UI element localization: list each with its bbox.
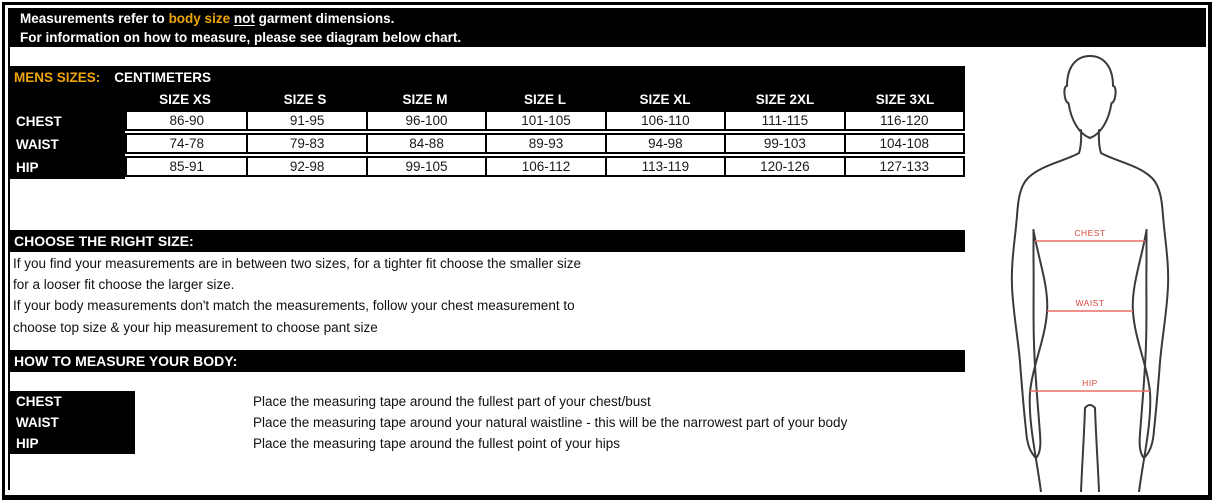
hip-l: 106-112 bbox=[485, 158, 604, 175]
hip-m: 99-105 bbox=[366, 158, 485, 175]
col-header-size-xs: SIZE XS bbox=[159, 91, 211, 107]
hip-measure-label: HIP bbox=[1082, 378, 1098, 388]
col-header-size-xl: SIZE XL bbox=[639, 91, 691, 107]
waist-s: 79-83 bbox=[246, 135, 365, 152]
body-outline-crotch bbox=[1085, 405, 1095, 408]
waist-xs: 74-78 bbox=[169, 136, 204, 151]
body-size-highlight: body size bbox=[168, 11, 231, 26]
mens-sizes-label: MENS SIZES: bbox=[14, 69, 101, 85]
chest-l: 101-105 bbox=[485, 112, 604, 129]
chest-m: 96-100 bbox=[366, 112, 485, 129]
table-title-band bbox=[8, 66, 965, 88]
body-measurement-diagram bbox=[985, 48, 1203, 492]
col-header-size-m: SIZE M bbox=[402, 91, 448, 107]
choose-size-heading: CHOOSE THE RIGHT SIZE: bbox=[8, 230, 965, 252]
table-row-hip bbox=[8, 156, 965, 179]
measure-label-box bbox=[8, 391, 135, 454]
hip-2xl: 120-126 bbox=[724, 158, 843, 175]
waist-3xl: 104-108 bbox=[844, 135, 963, 152]
choose-size-line: choose top size & your hip measurement to choose pant size bbox=[13, 319, 378, 335]
col-header-size-s: SIZE S bbox=[283, 91, 327, 107]
measure-text-waist: Place the measuring tape around your natural waistline - this will be the narrowest part of your body bbox=[253, 415, 848, 430]
row-label-waist: WAIST bbox=[8, 133, 125, 156]
hip-xs: 85-91 bbox=[169, 159, 204, 174]
table-row-waist bbox=[8, 133, 965, 156]
waist-m: 84-88 bbox=[366, 135, 485, 152]
table-row-chest bbox=[8, 110, 965, 133]
choose-size-line: If you find your measurements are in between two sizes, for a tighter fit choose the smaller size bbox=[13, 256, 582, 271]
measure-label-chest: CHEST bbox=[16, 394, 62, 409]
notice-line-2: For information on how to measure, please see diagram below chart. bbox=[20, 29, 462, 45]
chest-xs: 86-90 bbox=[169, 113, 204, 128]
choose-size-instructions bbox=[13, 253, 813, 338]
how-to-measure-heading: HOW TO MEASURE YOUR BODY: bbox=[8, 350, 965, 372]
measure-label-waist: WAIST bbox=[16, 415, 59, 430]
measure-text-hip: Place the measuring tape around the fullest point of your hips bbox=[253, 436, 620, 451]
body-outline-left-inner-leg bbox=[1081, 408, 1085, 492]
waist-2xl: 99-103 bbox=[724, 135, 843, 152]
chest-2xl: 111-115 bbox=[724, 112, 843, 129]
centimeters-label: CENTIMETERS bbox=[114, 69, 212, 85]
chest-values bbox=[125, 110, 965, 131]
choose-size-line: If your body measurements don't match the measurements, follow your chest measurement to bbox=[13, 298, 575, 314]
hip-3xl: 127-133 bbox=[844, 158, 963, 175]
waist-xl: 94-98 bbox=[605, 135, 724, 152]
measure-label-hip: HIP bbox=[16, 436, 39, 451]
chest-measure-label: CHEST bbox=[1074, 228, 1106, 238]
choose-size-line: for a looser fit choose the larger size. bbox=[13, 277, 235, 293]
header-spacer bbox=[8, 88, 125, 110]
waist-l: 89-93 bbox=[485, 135, 604, 152]
body-outline-head bbox=[1064, 56, 1115, 138]
hip-values bbox=[125, 156, 965, 177]
hip-s: 92-98 bbox=[246, 158, 365, 175]
not-underlined: not bbox=[233, 11, 255, 26]
chest-s: 91-95 bbox=[246, 112, 365, 129]
row-label-hip: HIP bbox=[8, 156, 125, 179]
table-header-row bbox=[8, 88, 965, 110]
mens-size-table bbox=[8, 66, 965, 179]
col-header-size-l: SIZE L bbox=[523, 91, 566, 107]
notice-line-1: Measurements refer to body size not garment dimensions. bbox=[20, 11, 395, 26]
col-header-size-2xl: SIZE 2XL bbox=[755, 91, 815, 107]
waist-measure-label: WAIST bbox=[1075, 298, 1105, 308]
notice-banner bbox=[8, 8, 1206, 47]
waist-values bbox=[125, 133, 965, 154]
chest-3xl: 116-120 bbox=[844, 112, 963, 129]
row-label-chest: CHEST bbox=[8, 110, 125, 133]
col-header-size-3xl: SIZE 3XL bbox=[875, 91, 935, 107]
chest-xl: 106-110 bbox=[605, 112, 724, 129]
body-outline-right-inner-leg bbox=[1095, 408, 1099, 492]
measure-text-chest: Place the measuring tape around the fullest part of your chest/bust bbox=[253, 394, 651, 409]
measure-descriptions bbox=[253, 391, 847, 454]
hip-xl: 113-119 bbox=[605, 158, 724, 175]
